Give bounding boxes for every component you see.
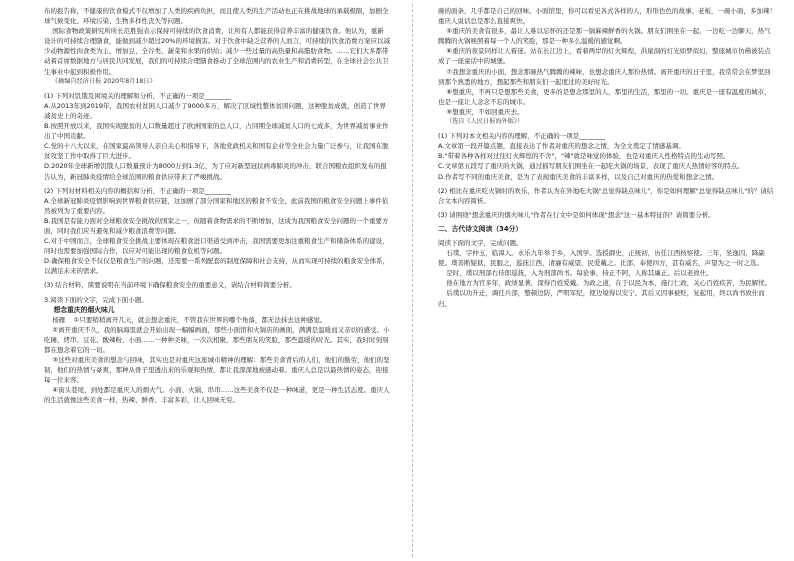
text-paragraph: 国际食物政策研究所所长范胜强表示保持可持续的饮食消费，让所有人都能获得营养丰富的健康饮食。他认为，重新设计的可持续合理膳食，能做到减少超过20%的环境损害。对于饮食中缺乏营养的人而言，可持续的饮食消费方案应以减少动物源性肉食类为主，增加豆、全谷类、蔬菜和水果的供给；减少一些过量的高热量和高脂肪食物。……它们大多都带动着首席数据地方与居民共同发展，我们的可持续合理膳食推动了全球范围内的农业生产和消费转型，在全球社会公共卫生事业中起到积极作用。: [44, 27, 390, 76]
text-paragraph: 是时，璞以刑部右侍郎巡抚，入为刑部尚书。每论事，持正不阿，人称其廉正。后以老致仕。: [438, 269, 713, 278]
text-paragraph: A.从2013年到2019年，我国农村贫困人口减少了9000多万，解决了区域性整体贫困问题，这种脱贫成就，创造了世界减贫史上的奇迹。: [44, 101, 387, 120]
text-paragraph: C.对于中国而言，全球粮食安全挑战主要体现在粮食进口渠道受到冲击，我国需要更加注重粮食生产和储备体系的建设，同时也需要加强国际合作，以应对可能出现的粮食危机等问题。: [44, 237, 389, 256]
text-paragraph: （选自《人民日报海外版》）: [438, 118, 524, 126]
text-paragraph: (3) 请围绕"想念重庆的烟火味儿"作者在行文中是如何体现"想念"这一基本特征的？请简要分析。: [438, 210, 715, 219]
text-paragraph: B."带着各种各样对过往灯火辉煌的不舍"，"辣"就是味觉的体验，也是对重庆人性格特点的生动写照。: [438, 152, 730, 161]
text-paragraph: B.按照开放以来，我国实现脱贫的人口数量超过了欧洲国家的总人口，占同期全球减贫人口的七成多，为世界减贫事业作出了中国贡献。: [44, 122, 389, 141]
text-paragraph: D.2020年全球新增饥饿人口数量预计为8000万到1.3亿，为了应对新型冠状病毒肺炎的冲击，联合国粮农组织发布的报告认为，新冠肺炎疫情给全球范围的粮食供应带来了严峻挑战。: [44, 162, 387, 181]
right-column: [438, 6, 776, 555]
text-paragraph: 阅读下面的文字，完成问题。: [438, 238, 523, 247]
text-paragraph: 《摘编自经济日报 2020年8月18日》: [44, 77, 156, 85]
text-paragraph: 杨雁 ①只要稍稍离开几天，就会想念重庆，不管我在世界的哪个角落，都无法抹去这种感觉。: [44, 315, 327, 324]
text-paragraph: A.全球新冠肺炎疫情影响到世界粮食供应链，这加剧了部分国家和地区的粮食不安全，此前我国的粮食安全问题上事件依然被列为了重要内容。: [44, 196, 389, 215]
column-divider: [412, 4, 413, 557]
text-paragraph: 后璞以功升迁，调任兵部，整顿边防，严明军纪，使边境得以安宁。其后又因事被贬，复起用，终以尚书致仕而归。: [438, 289, 765, 308]
text-paragraph: A.文章第一段开篇点题，直接表达了作者对重庆的想念之情，为全文奠定了情感基调。: [438, 142, 685, 151]
text-paragraph: D.作者写不同的重庆美食，是为了表现重庆美食的丰富多样，以及自己对重庆的热爱和想念之情。: [438, 172, 719, 181]
text-paragraph: ⑥重庆的夜景同样让人着迷。站在长江边上，看着两岸的灯火辉煌，洪崖洞的灯光如梦似幻，整座城市仿佛被装点成了一座童话中的城堡。: [438, 47, 771, 66]
text-paragraph: (2) 相比在重庆吃火锅时的欢乐，作者认为在外地吃火锅"总觉得缺点味儿"，你是如何理解"总觉得缺点味儿"的？请结合文本内容简析。: [438, 186, 774, 205]
text-paragraph: B.我国是有能力面对全球粮食安全挑战的国家之一，但随着食物需求的不断增加，这成为我国粮食安全问题的一个重要方面，同时我们应当避免和减少粮食浪费等问题。: [44, 216, 389, 235]
text-paragraph: ⑤重庆的美食有很多，最让人难以忘怀的还是那一锅麻辣鲜香的火锅。朋友们围坐在一起，一边吃一边聊天，热气腾腾的火锅映照着每一个人的笑脸，那是一种多么温暖的感觉啊。: [438, 27, 771, 46]
left-column: [44, 6, 390, 555]
text-paragraph: 想念重庆的烟火味儿: [44, 305, 115, 314]
text-paragraph: 石璞，字仲玉，临漳人。永乐九年举于乡，入国学。选授御史，正统初，历任江西按察使。三年，坐逸囚，降副使。璞善断疑狱，民服之，巡抚江西，清廉有威望，民爱戴之。比部，奉使四方，甚有威名，声望为之一时之选。: [438, 249, 765, 268]
text-paragraph: ⑧想重庆，不再只是想那些美食，更多的是想念那里的人，那里的生活，那里的一切。重庆是一座有温度的城市，也是一座让人念念不忘的城市。: [438, 87, 771, 106]
text-paragraph: ⑨想重庆，不如回重庆去。: [438, 107, 524, 116]
text-paragraph: ②离开重庆不久，我的脑海里就会开始出现一幅幅画面，那些小面馆和火锅店的画面，满满是温暖而又亲切的感受。小吃摊、烤串、豆花、酸辣粉、小面……一种种美味，一次次相聚，那些朋友的笑脸，那些温暖的时光。其实，我时时刻刻都在想念着它的一切。: [44, 325, 390, 354]
text-paragraph: ⑦我想念重庆的小面，想念那碗热气腾腾的辣味，也想念重庆人那份热情。离开重庆的日子里，我常常会在梦里回到那个熟悉的地方，想起那些和朋友们一起度过的美好时光。: [438, 67, 771, 86]
text-paragraph: (3) 结合材料，简要说明在当前环境下确保粮食安全的重要意义，请结合材料简要分析。: [44, 281, 296, 290]
text-paragraph: 碗的面条，几乎都是自己的回味。小面馆里，你可以看见各式各样的人，形形色色的故事。老板，一碗小面，多加辣！重庆人说话总是那么直接爽快。: [438, 7, 776, 26]
text-paragraph: ③这些对重庆美食的想念与回味，其实也是对重庆这座城市精神的理解：那些美食背后的人们，他们的勤劳，他们的坚韧，他们的热情与豪爽，那种从骨子里透出来的乐观和热情，都让我深深地被感动着。重庆人总是以最热情的姿态，迎接每一位来客。: [44, 356, 390, 385]
text-paragraph: (1) 下列对饥饿及困境关的理解和分析，不正确的一项是________: [44, 91, 231, 100]
text-paragraph: 他在地方为官多年，政绩显著，深得百姓爱戴。为政之道，在于以民为本，施行仁政，关心百姓疾苦，为民解忧。: [438, 279, 772, 288]
text-paragraph: ④街头巷尾，到处都是重庆人的烟火气。小面、火锅、串串……这些美食不仅是一种味道，更是一种生活态度。重庆人的生活就像这些美食一样，热辣、鲜香、丰富多彩，让人回味无穷。: [44, 386, 390, 405]
text-paragraph: (2) 下列对材料相关内容的概括和分析，不正确的一项是________: [44, 186, 231, 195]
text-paragraph: D.确保粮食安全不仅仅是粮食生产的问题，还需要一系列配套的制度保障和社会支持，从而实现可持续的粮食安全体系，以满足未来的需求。: [44, 257, 390, 276]
text-paragraph: 二、古代诗文阅读（34分）: [438, 224, 523, 233]
text-paragraph: 3.阅读下面的文字，完成下面小题。: [44, 295, 148, 304]
text-paragraph: 布的报告称，不健康的饮食模式不仅增加了人类的疾病负担，而且使人类的生产活动也正在挑战地球的承载极限，加剧全球气候变化、环境污染、生物多样性丧失等问题。: [44, 7, 389, 26]
text-paragraph: C.党的十八大以来，在国家最高领导人亲自关心和指导下，各地党政机关和国有企业等全社会力量广泛参与，让我国在脱贫攻坚工作中取得了巨大进步。: [44, 142, 389, 161]
text-paragraph: C.文章第五段写了重庆的火锅，通过描写朋友们围坐在一起吃火锅的场景，表现了重庆人热情好客的特点。: [438, 162, 744, 171]
text-paragraph: (1) 下列对本文相关内容的理解，不正确的一项是________: [438, 132, 606, 141]
